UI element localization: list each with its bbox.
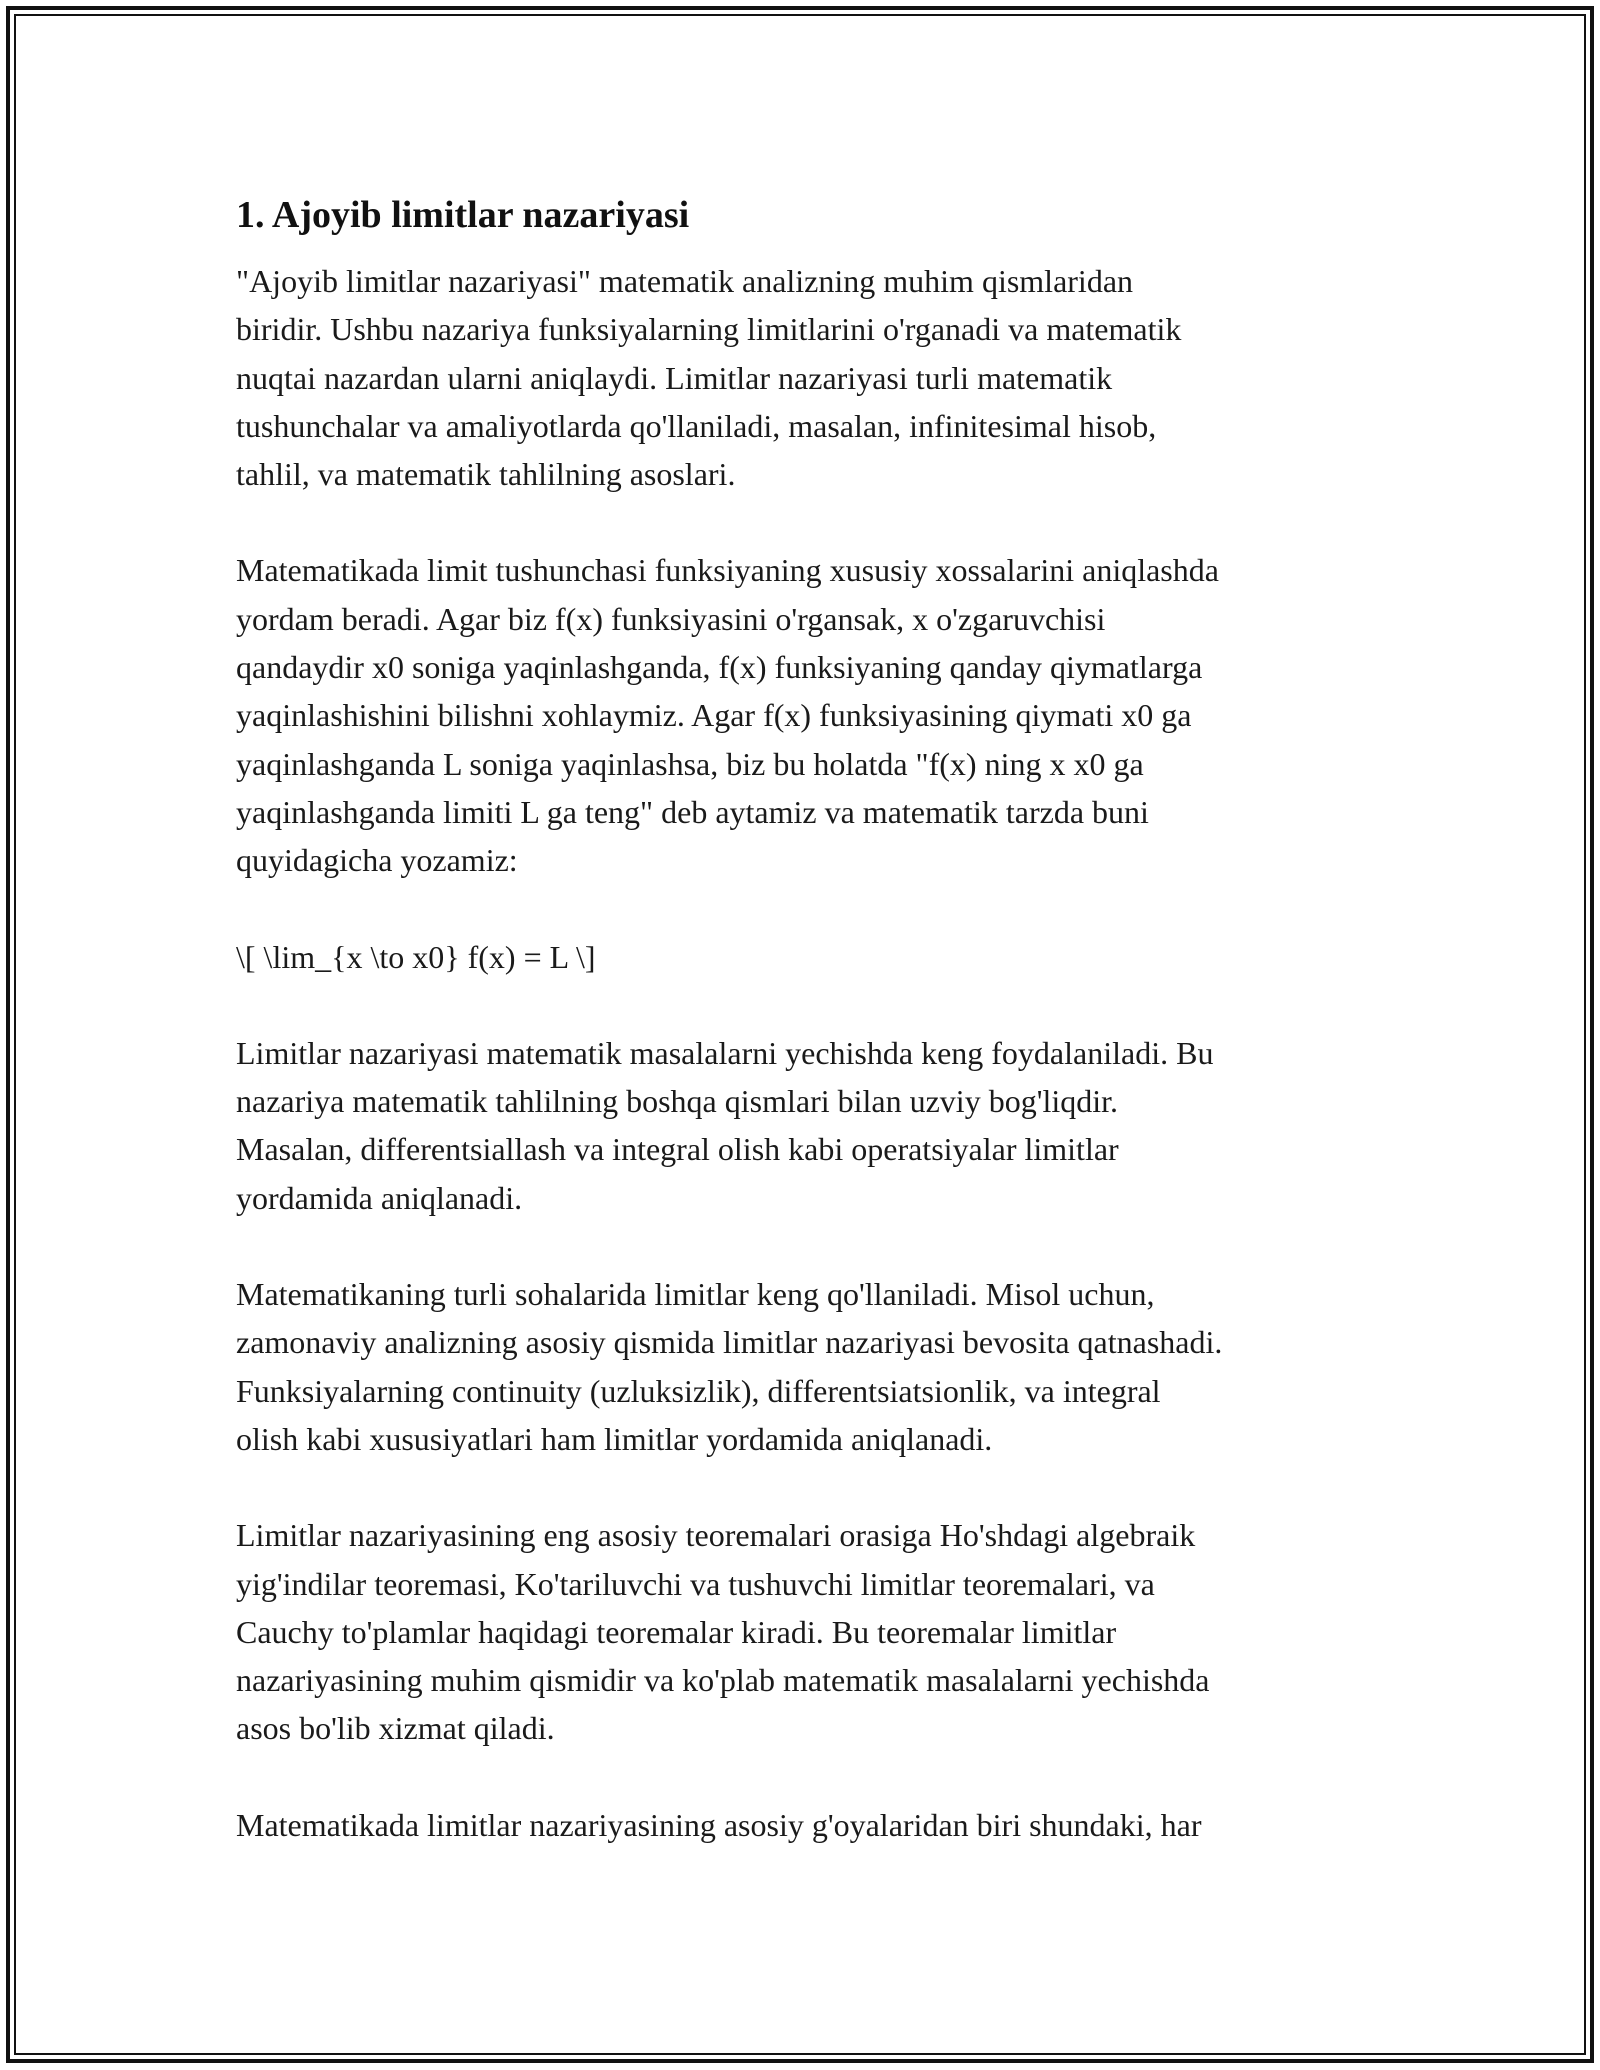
section-title: 1. Ajoyib limitlar nazariyasi [236, 194, 690, 236]
paragraph-applications: Limitlar nazariyasi matematik masalalarni yechishda keng foydalaniladi. Bu nazariya matematik tahlilning boshqa qismlari bilan uzviy bog'liqdir. Masalan, differentsiallash va integral olish kabi operatsiyalar limitlar yordamida aniqlanadi. [236, 1034, 1214, 1216]
formula-limit: \[ \lim_{x \to x0} f(x) = L \] [236, 938, 596, 975]
paragraph-limit-concept: Matematikada limit tushunchasi funksiyaning xususiy xossalarini aniqlashda yordam beradi. Agar biz f(x) funksiyasini o'rgansak, x o'zgaruvchisi qandaydir x0 soniga yaqinlashganda, f(x) funksiyaning qanday qiymatlarga yaqinlashishini bilishni xohlaymiz. Agar f(x) funksiyasining qiymati x0 ga yaqinlashganda L soniga yaqinlashsa, biz bu holatda "f(x) ning x x0 ga yaqinlashganda limiti L ga teng" deb aytamiz va matematik tarzda buni quyidagicha yozamiz: [236, 552, 1219, 879]
paragraph-intro: "Ajoyib limitlar nazariyasi" matematik analizning muhim qismlaridan biridir. Ushbu nazariya funksiyalarning limitlarini o'rganadi va matematik nuqtai nazardan ularni aniqlaydi. Limitlar nazariyasi turli matematik tushunchalar va amaliyotlarda qo'llaniladi, masalan, infinitesimal hisob, tahlil, va matematik tahlilning asoslari. [236, 263, 1182, 493]
document-body [236, 186, 1376, 1897]
paragraph-main-idea: Matematikada limitlar nazariyasining asosiy g'oyalaridan biri shundaki, har [236, 1806, 1202, 1843]
paragraph-theorems: Limitlar nazariyasining eng asosiy teoremalari orasiga Ho'shdagi algebraik yig'indilar teoremasi, Ko'tariluvchi va tushuvchi limitlar teoremalari, va Cauchy to'plamlar haqidagi teoremalar kiradi. Bu teoremalar limitlar nazariyasining muhim qismidir va ko'plab matematik masalalarni yechishda asos bo'lib xizmat qiladi. [236, 1517, 1210, 1747]
paragraph-fields: Matematikaning turli sohalarida limitlar keng qo'llaniladi. Misol uchun, zamonaviy analizning asosiy qismida limitlar nazariyasi bevosita qatnashadi. Funksiyalarning continuity (uzluksizlik), differentsiatsionlik, va integral olish kabi xususiyatlari ham limitlar yordamida aniqlanadi. [236, 1276, 1223, 1457]
